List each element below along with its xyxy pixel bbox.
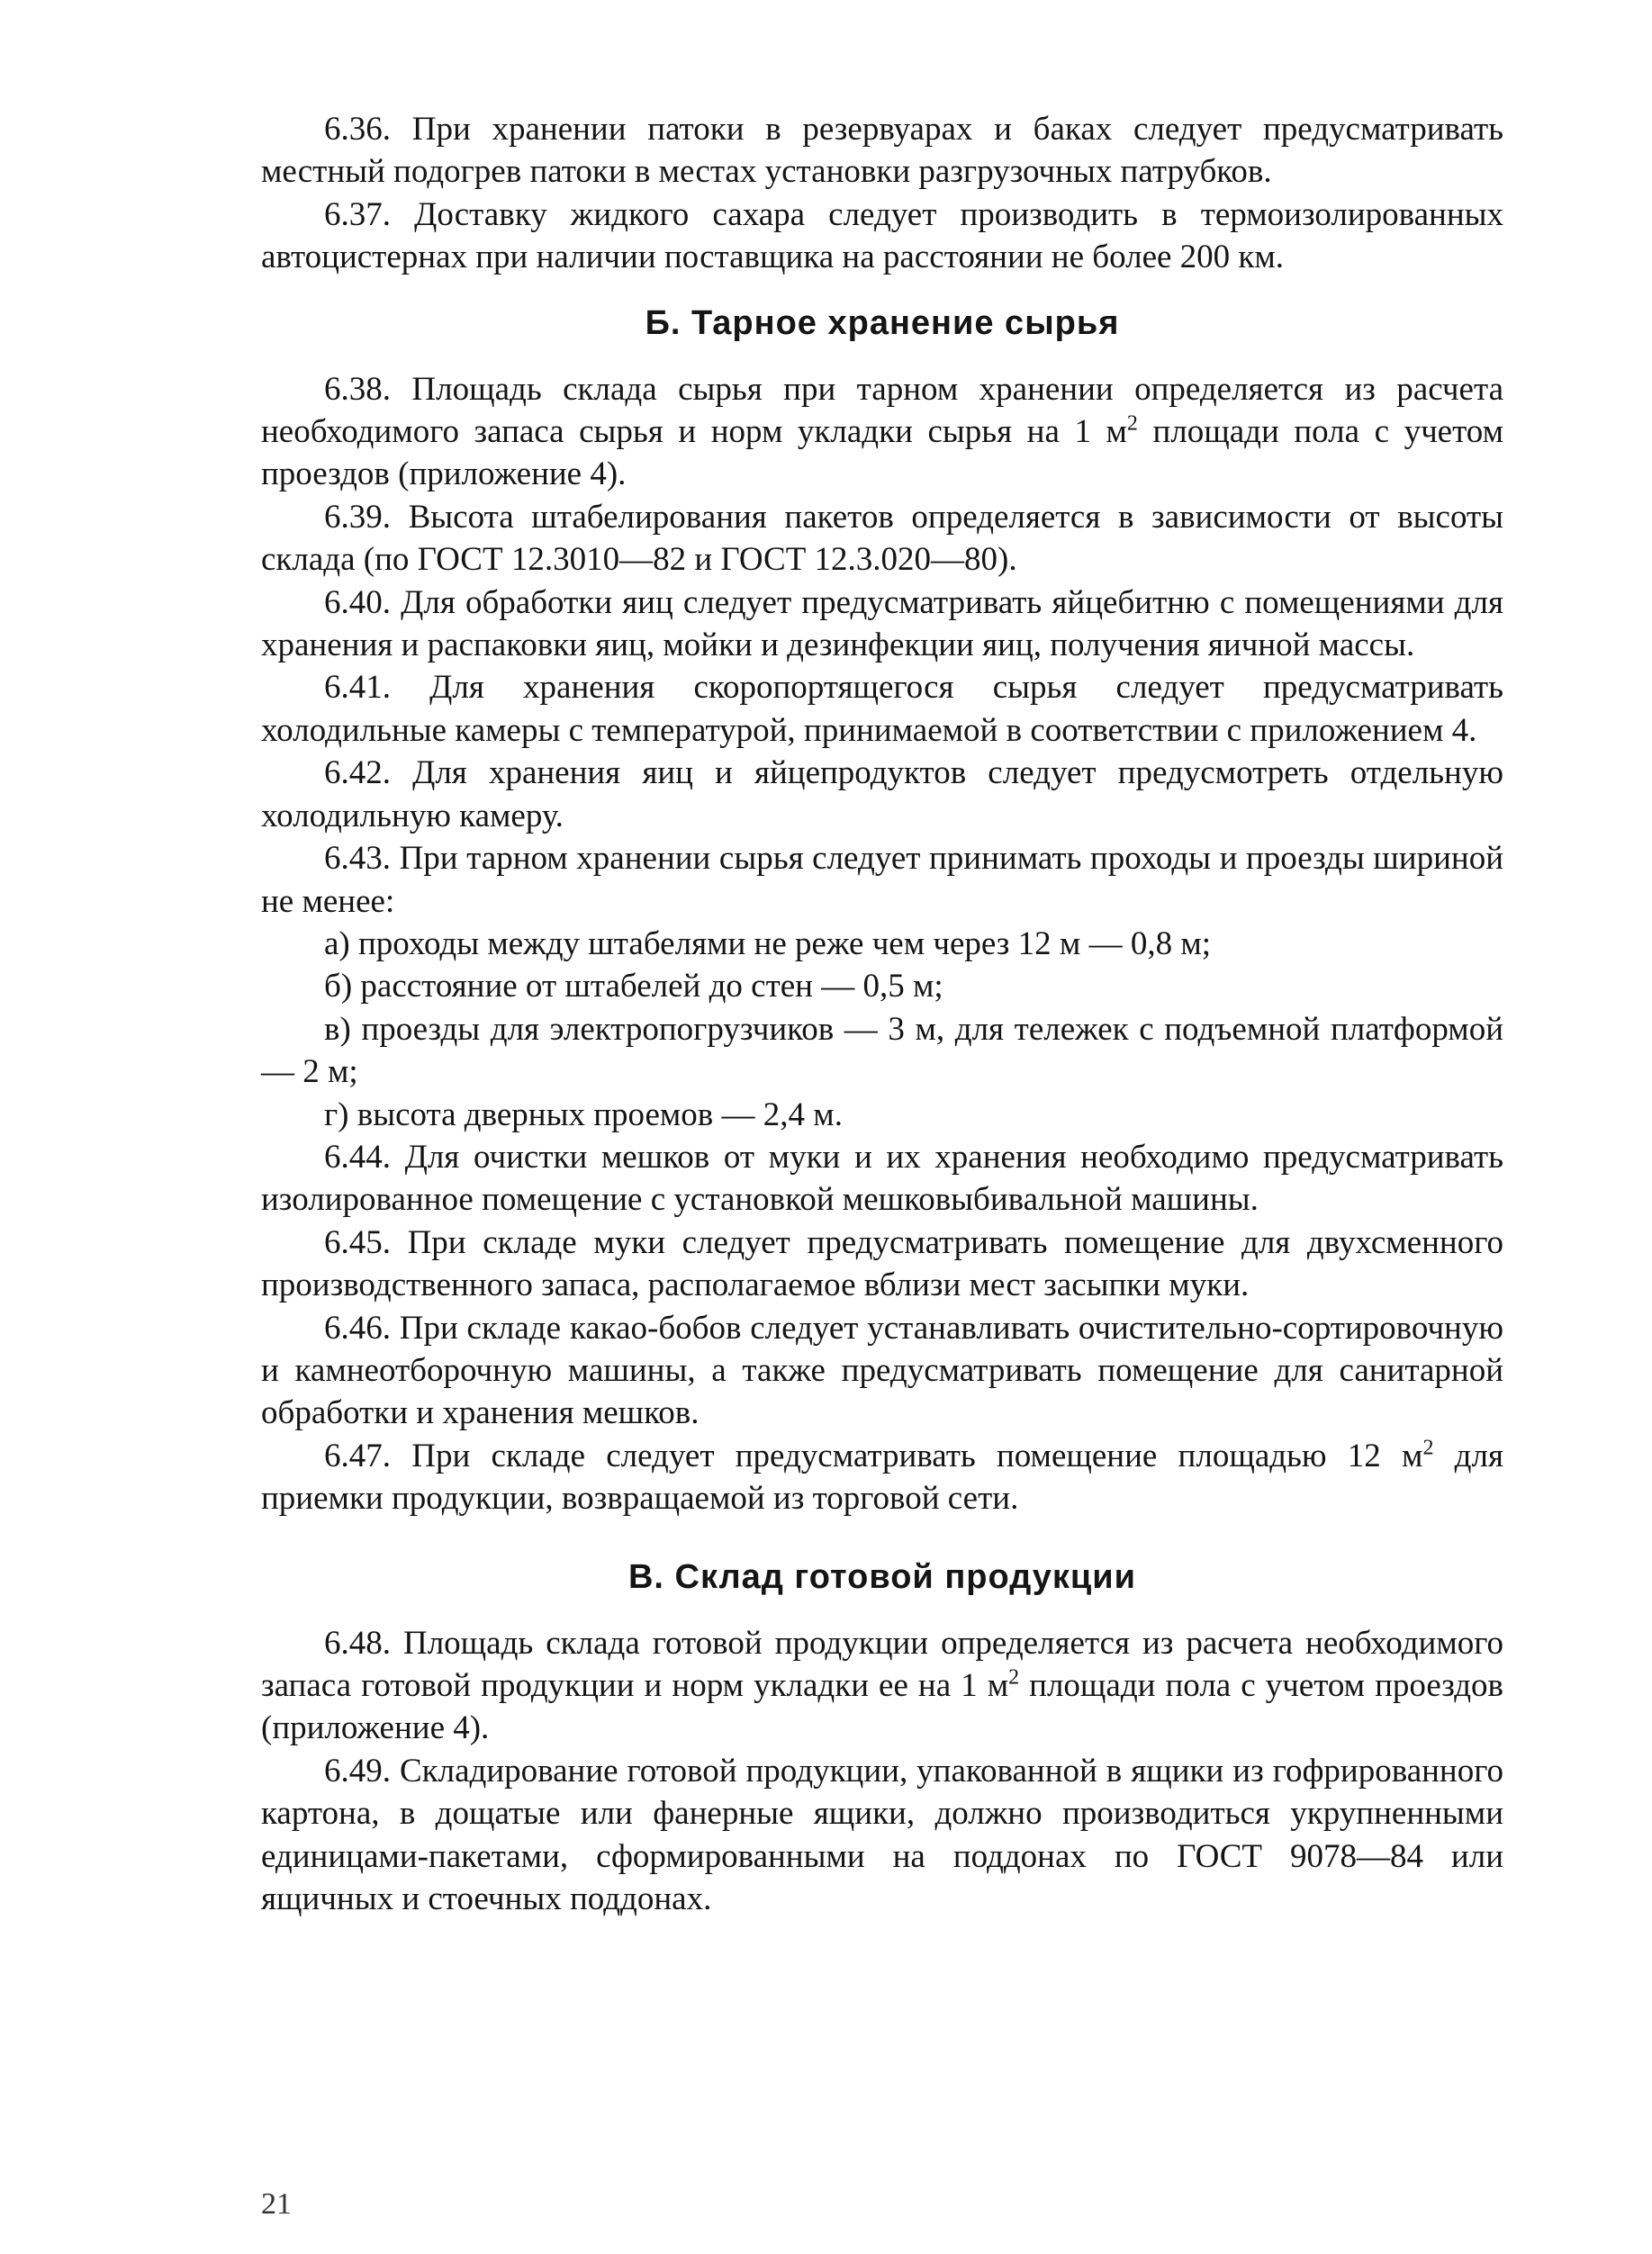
paragraph-6-37: 6.37. Доставку жидкого сахара следует производить в термоизолированных автоцистернах при наличии поставщика на расстоянии не более 200 км. bbox=[261, 195, 1503, 276]
paragraph-6-46: 6.46. При складе какао-бобов следует устанавливать очистительно-сортировочную и камнеотборочную машины, а также предусматривать помещение для санитарной обработки и хранения мешков. bbox=[261, 1309, 1503, 1432]
paragraph-6-44: 6.44. Для очистки мешков от муки и их хранения необходимо предусматривать изолированное помещение с установкой мешковыбивальной машины. bbox=[261, 1138, 1503, 1219]
paragraph-6-48-text: 6.48. Площадь склада готовой продукции определяется из расчета необходимого запаса готовой продукции и норм укладки ее на 1 м bbox=[261, 1624, 1503, 1704]
list-item-v: в) проезды для электропогрузчиков — 3 м, для тележек с подъемной платформой — 2 м; bbox=[261, 1010, 1503, 1091]
paragraph-6-36: 6.36. При хранении патоки в резервуарах и баках следует предусматривать местный подогрев патоки в местах установки разгрузочных патрубков. bbox=[261, 111, 1503, 191]
superscript: 2 bbox=[1126, 411, 1138, 436]
page-number: 21 bbox=[261, 2187, 292, 2221]
list-item-a: а) проходы между штабелями не реже чем через 12 м — 0,8 м; bbox=[324, 924, 1212, 962]
paragraph-6-47-text: 6.47. При складе следует предусматривать помещение площадью 12 м bbox=[324, 1437, 1423, 1474]
paragraph-6-43: 6.43. При тарном хранении сырья следует принимать проходы и проезды шириной не менее: bbox=[261, 840, 1503, 920]
paragraph-6-38-text: 6.38. Площадь склада сырья при тарном хранении определяется из расчета необходимого запаса сырья и норм укладки сырья на 1 м bbox=[261, 370, 1503, 451]
list-item-g: г) высота дверных проемов — 2,4 м. bbox=[324, 1095, 843, 1133]
paragraph-6-47 bbox=[261, 1435, 1503, 1520]
paragraph-6-47-text-end: для приемки продукции, возвращаемой из торговой сети. bbox=[261, 1437, 1503, 1518]
section-heading-v: В. Склад готовой продукции bbox=[627, 1557, 1137, 1596]
paragraph-6-48 bbox=[261, 1622, 1503, 1750]
paragraph-6-39: 6.39. Высота штабелирования пакетов определяется в зависимости от высоты склада (по ГОСТ 12.3010—82 и ГОСТ 12.3.020—80). bbox=[261, 498, 1503, 579]
paragraph-6-38 bbox=[261, 368, 1503, 496]
paragraph-6-41: 6.41. Для хранения скоропортящегося сырья следует предусматривать холодильные камеры с температурой, принимаемой в соответствии с приложением 4. bbox=[261, 669, 1503, 749]
paragraph-6-49: 6.49. Складирование готовой продукции, упакованной в ящики из гофрированного картона, в дощатые или фанерные ящики, должно производиться укрупненными единицами-пакетами, сформированными на поддонах по ГОСТ 9078—84 или ящичных и стоечных поддонах. bbox=[261, 1752, 1503, 1918]
paragraph-6-40: 6.40. Для обработки яиц следует предусматривать яйцебитню с помещениями для хранения и распаковки яиц, мойки и дезинфекции яиц, получения яичной массы. bbox=[261, 583, 1503, 664]
section-heading-b: Б. Тарное хранение сырья bbox=[645, 303, 1120, 342]
paragraph-6-45: 6.45. При складе муки следует предусматривать помещение для двухсменного производственного запаса, располагаемое вблизи мест засыпки муки. bbox=[261, 1223, 1503, 1304]
superscript: 2 bbox=[1422, 1436, 1434, 1460]
paragraph-6-48-text-end: площади пола с учетом проездов (приложение 4). bbox=[261, 1667, 1503, 1747]
paragraph-6-38-text-end: площади пола с учетом проездов (приложение 4). bbox=[261, 413, 1503, 493]
superscript: 2 bbox=[1008, 1665, 1020, 1690]
document-page bbox=[261, 108, 1503, 1920]
list-item-b: б) расстояние от штабелей до стен — 0,5 м; bbox=[324, 968, 943, 1005]
paragraph-6-42: 6.42. Для хранения яиц и яйцепродуктов следует предусмотреть отдельную холодильную камеру. bbox=[261, 754, 1503, 834]
